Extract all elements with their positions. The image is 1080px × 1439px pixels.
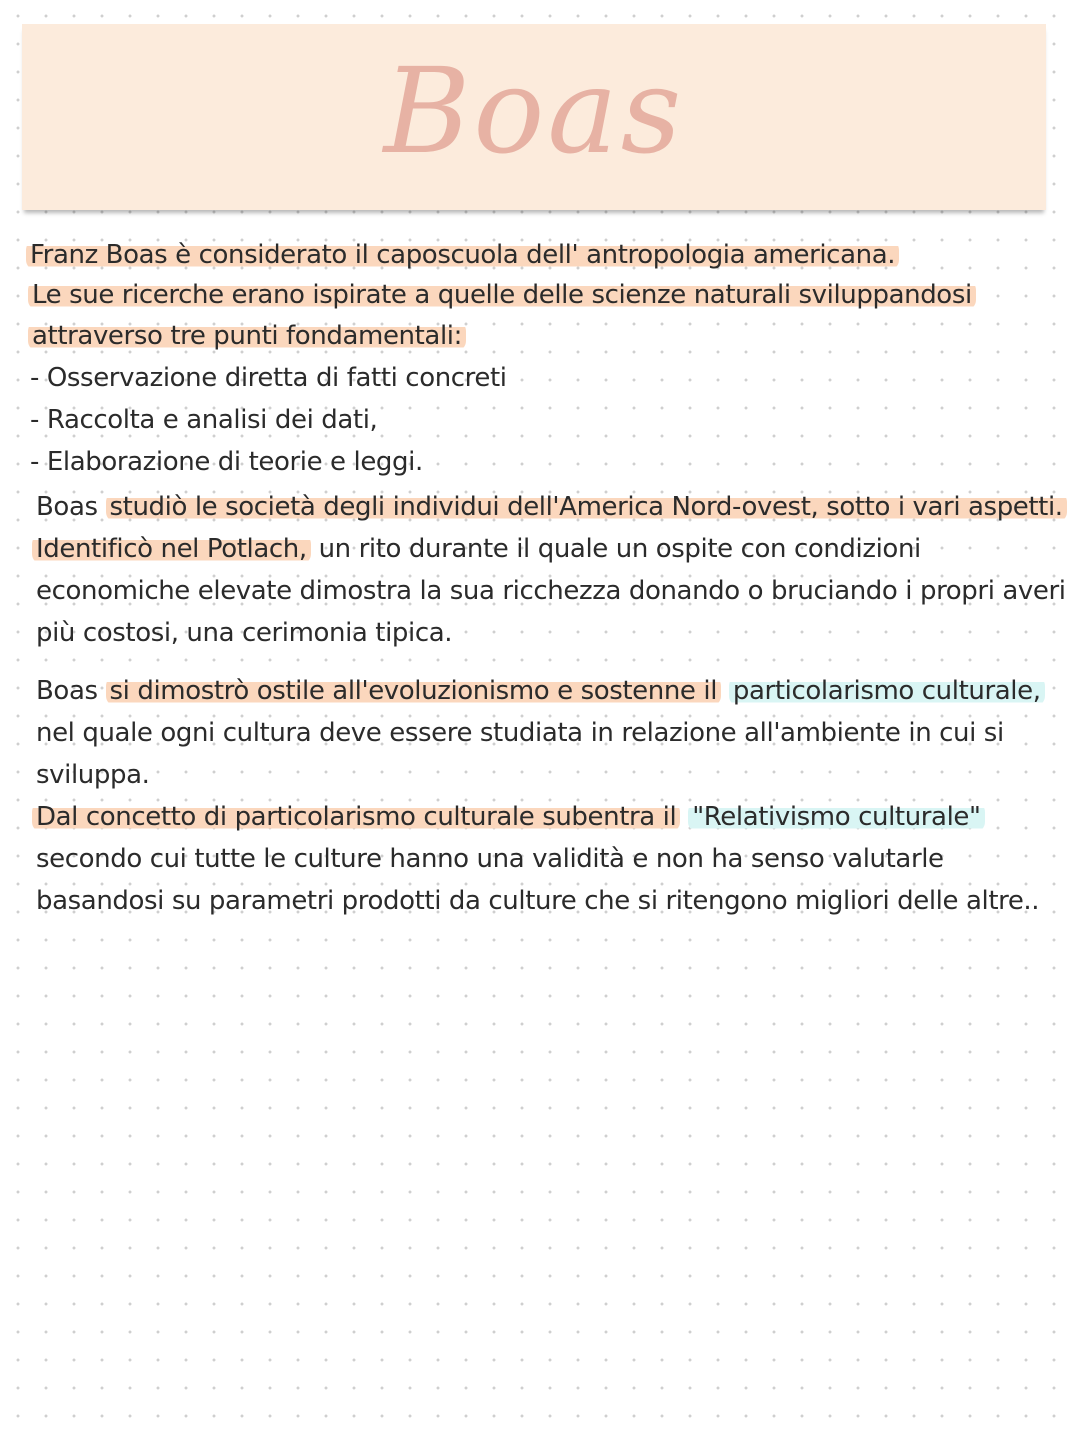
- highlighted-text: si dimostrò ostile all'evoluzionismo e sostenne il: [106, 676, 722, 706]
- bullet-item: [30, 357, 507, 399]
- highlighted-text: Dal concetto di particolarismo culturale subentra il: [32, 802, 680, 832]
- text-line: [36, 712, 1004, 754]
- text-line: [36, 880, 1039, 922]
- plain-text: economiche elevate dimostra la sua ricchezza donando o bruciando i propri averi: [36, 576, 1066, 606]
- highlighted-key-term: "Relativismo culturale": [688, 802, 984, 832]
- text-line: [28, 274, 976, 316]
- text-line: [36, 754, 149, 796]
- text-line: [36, 670, 1045, 712]
- text-line: [36, 486, 1067, 528]
- plain-text: sviluppa.: [36, 760, 150, 790]
- plain-text: nel quale ogni cultura deve essere studiata in relazione all'ambiente in cui si: [36, 718, 1004, 748]
- bullet-item: [30, 441, 423, 483]
- plain-text: Boas: [36, 676, 106, 706]
- plain-text: un rito durante il quale un ospite con condizioni: [310, 534, 921, 564]
- text-line: [28, 315, 466, 357]
- text-line: [36, 570, 1066, 612]
- highlighted-text: studiò le società degli individui dell'America Nord-ovest, sotto i vari aspetti.: [106, 492, 1067, 522]
- highlighted-key-term: particolarismo culturale,: [729, 676, 1045, 706]
- highlighted-text: Franz Boas è considerato il caposcuola dell' antropologia americana.: [26, 240, 899, 270]
- plain-text: basandosi su parametri prodotti da culture che si ritengono migliori delle altre..: [36, 886, 1040, 916]
- bullet-text: - Elaborazione di teorie e leggi.: [30, 447, 423, 477]
- bullet-text: - Raccolta e analisi dei dati,: [30, 405, 378, 435]
- highlighted-text: Le sue ricerche erano ispirate a quelle delle scienze naturali sviluppandosi: [28, 280, 976, 310]
- bullet-item: [30, 399, 377, 441]
- text-line: [36, 838, 944, 880]
- title-banner: [22, 24, 1046, 210]
- highlighted-text: attraverso tre punti fondamentali:: [28, 321, 466, 351]
- text-line: [36, 612, 452, 654]
- plain-text: più costosi, una cerimonia tipica.: [36, 618, 453, 648]
- page-title: Boas: [383, 42, 685, 180]
- text-line: [32, 528, 921, 570]
- plain-text: [721, 676, 729, 706]
- bullet-text: - Osservazione diretta di fatti concreti: [30, 363, 507, 393]
- plain-text: Boas: [36, 492, 106, 522]
- text-line: [32, 796, 985, 838]
- highlighted-text: Identificò nel Potlach,: [32, 534, 311, 564]
- text-line: [26, 234, 899, 276]
- plain-text: secondo cui tutte le culture hanno una validità e non ha senso valutarle: [36, 844, 944, 874]
